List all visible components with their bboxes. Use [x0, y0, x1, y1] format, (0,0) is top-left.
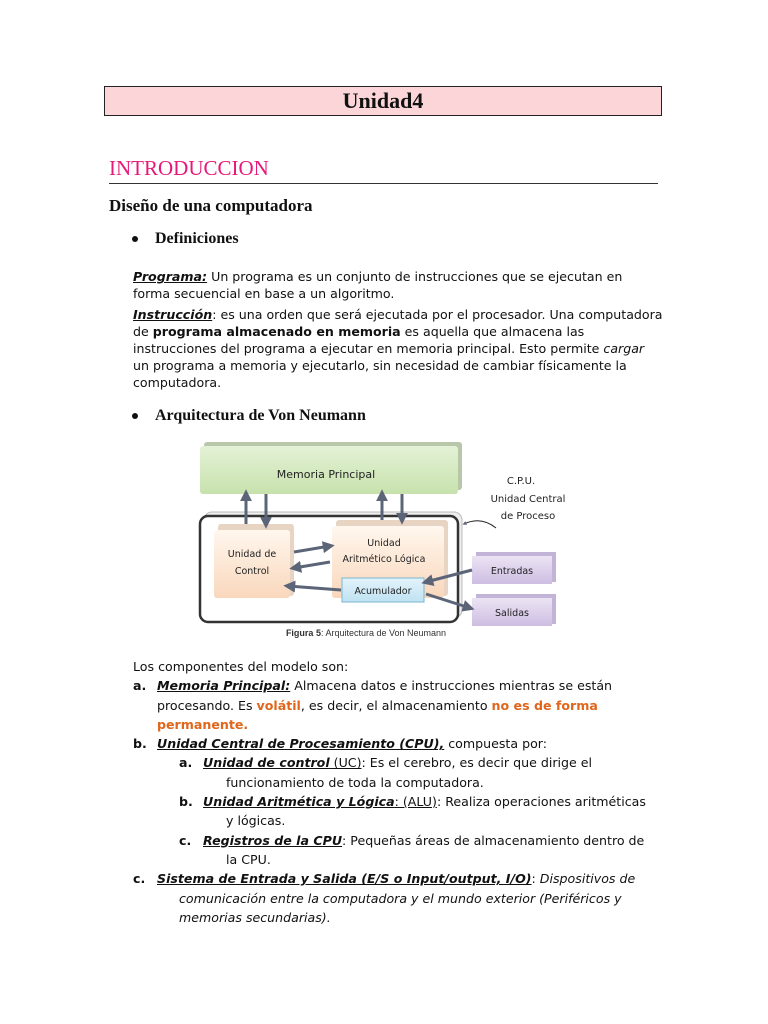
control-unit-block — [214, 530, 290, 598]
caption-text: : Arquitectura de Von Neumann — [320, 628, 447, 638]
sublist-item-b-cont — [133, 811, 663, 830]
highlight-permanente: permanente. — [157, 716, 249, 732]
control-unit-label: Unidad de — [227, 549, 277, 560]
item-text: procesando. Es — [157, 697, 257, 713]
sublist-item-c-cont — [133, 850, 663, 869]
sublist-item-b — [133, 792, 663, 811]
list-item-b — [133, 734, 663, 753]
abbr-alu: : (ALU) — [394, 794, 437, 810]
definition-text: un programa a memoria y ejecutarlo, sin necesidad de cambiar físicamente la computadora. — [133, 358, 627, 390]
bullet-label: Arquitectura de Von Neumann — [155, 407, 366, 424]
item-text: Realiza operaciones aritméticas — [441, 794, 646, 810]
term-registros: Registros de la CPU — [203, 832, 343, 848]
term-instruccion: Instrucción — [133, 307, 213, 322]
item-label: a. — [133, 678, 147, 694]
bullet-label: Definiciones — [155, 230, 239, 247]
control-unit-label: Control — [234, 566, 270, 577]
item-label: c. — [179, 832, 192, 848]
list-item-c-cont — [133, 889, 663, 908]
item-text: comunicación entre la computadora y el mundo exterior (Periféricos y — [179, 890, 622, 906]
term-alu: Unidad Aritmética y Lógica — [203, 794, 395, 810]
unit-title-box — [104, 86, 662, 116]
alu-label: Unidad — [367, 538, 401, 549]
item-text: compuesta por: — [444, 736, 547, 752]
bullet-definiciones — [132, 230, 239, 248]
bullet-dot-icon — [132, 413, 138, 419]
figure-caption — [286, 628, 446, 638]
list-intro: Los componentes del modelo son: — [133, 659, 349, 674]
definition-text: : es una orden que será ejecutada por el procesador. Una computadora de — [133, 307, 663, 339]
outputs-label: Salidas — [495, 608, 529, 619]
item-label: c. — [133, 871, 146, 887]
accumulator-label: Acumulador — [354, 586, 412, 597]
unit-title: Unidad4 — [342, 88, 424, 113]
item-label: b. — [179, 794, 193, 810]
item-label: b. — [133, 736, 147, 752]
item-text: Dispositivos de — [535, 871, 636, 887]
highlight-volatil: volátil — [256, 697, 301, 713]
von-neumann-diagram — [196, 436, 568, 640]
abbr-uc: (UC) — [329, 755, 362, 771]
bullet-von-neumann — [132, 407, 366, 425]
item-text: y lógicas. — [226, 813, 286, 829]
item-text: , es decir, el almacenamiento — [300, 697, 492, 713]
section-heading: INTRODUCCION — [109, 156, 658, 184]
cpu-label: Unidad Central — [490, 494, 566, 505]
definition-programa — [133, 268, 663, 302]
list-item-c-cont2 — [133, 908, 663, 927]
components-list — [133, 657, 663, 927]
list-item-a — [133, 676, 663, 695]
colon: : — [361, 755, 366, 771]
definition-text: es aquella que almacena las instrucciones del programa a ejecutar en memoria principal. Esto permite — [133, 324, 604, 356]
caption-bold: Figura 5 — [285, 628, 321, 638]
sublist-item-c — [133, 831, 663, 850]
term-programa: Programa: — [133, 269, 208, 284]
bullet-dot-icon — [132, 236, 138, 242]
term-memoria: Memoria Principal: — [157, 678, 291, 694]
highlight-no-permanente: no es de forma — [491, 697, 598, 713]
item-text: Pequeñas áreas de almacenamiento dentro de — [346, 832, 645, 848]
bold-phrase: programa almacenado en memoria — [152, 324, 401, 339]
definition-instruccion — [133, 306, 663, 391]
colon: : — [531, 871, 536, 887]
term-es: Sistema de Entrada y Salida (E/S o Input/output, I/O) — [157, 871, 532, 887]
item-text: Almacena datos e instrucciones mientras se están — [290, 678, 613, 694]
cpu-label: de Proceso — [500, 511, 556, 522]
cpu-label: C.P.U. — [506, 476, 536, 487]
item-text: funcionamiento de toda la computadora. — [226, 774, 484, 790]
list-item-a-cont2 — [133, 715, 663, 734]
cpu-pointer-arrow — [464, 521, 496, 528]
term-uc: Unidad de control — [203, 755, 330, 771]
definition-text: Un programa es un conjunto de instrucciones que se ejecutan en forma secuencial en base a un algoritmo. — [133, 269, 623, 301]
inputs-label: Entradas — [490, 566, 534, 577]
italic-word: cargar — [603, 341, 645, 356]
colon: : — [342, 832, 347, 848]
subheading: Diseño de una computadora — [109, 196, 313, 215]
item-text: la CPU. — [226, 851, 271, 867]
list-item-a-cont — [133, 696, 663, 715]
sublist-item-a-cont — [133, 773, 663, 792]
memory-label: Memoria Principal — [276, 468, 376, 481]
item-label: a. — [179, 755, 193, 771]
term-cpu: Unidad Central de Procesamiento (CPU), — [157, 736, 445, 752]
alu-label: Aritmético Lógica — [342, 554, 426, 565]
list-item-c — [133, 869, 663, 888]
item-text: memorias secundarias). — [179, 909, 331, 925]
item-text: Es el cerebro, es decir que dirige el — [365, 755, 593, 771]
sublist-item-a — [133, 753, 663, 772]
colon: : — [436, 794, 442, 810]
